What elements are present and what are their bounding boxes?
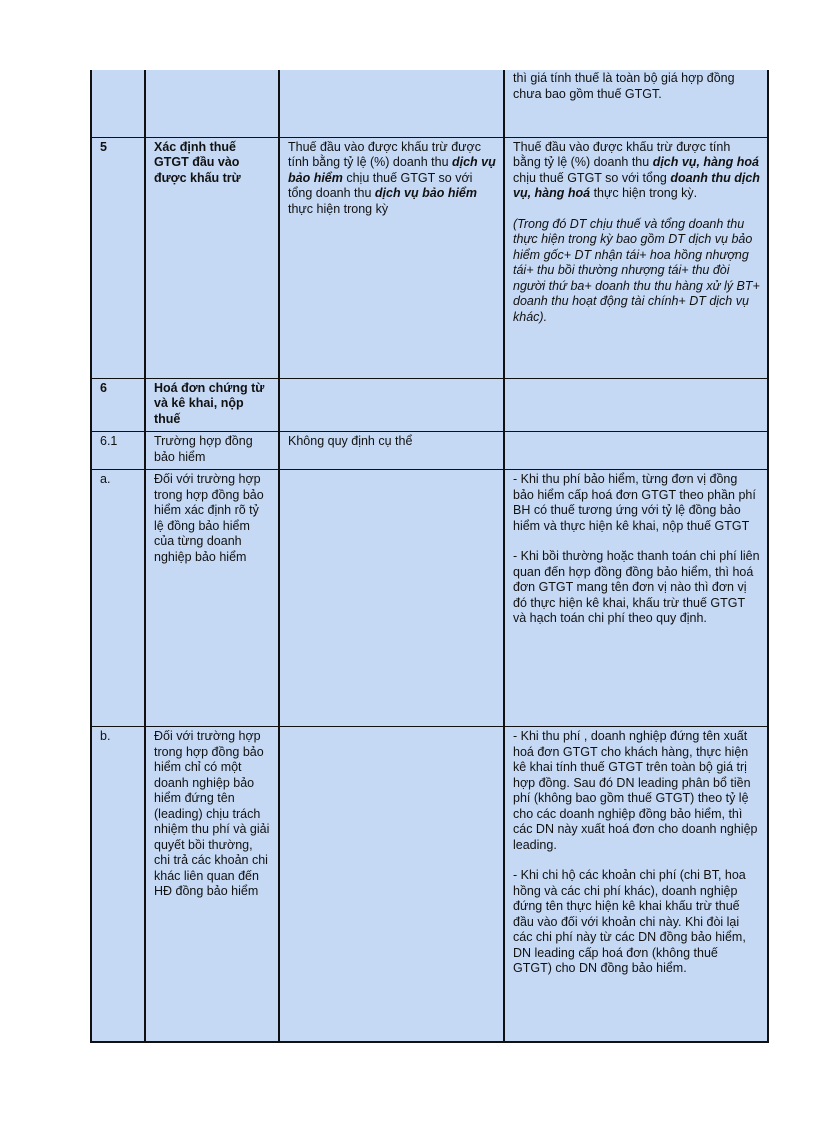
text-paragraph: - Khi thu phí bảo hiểm, từng đơn vị đồng bảo hiểm cấp hoá đơn GTGT theo phần phí BH có thuế tương ứng với tỷ lệ đồng bảo hiểm và thực hiện kê khai, nộp thuế GTGT <box>513 472 756 533</box>
row-number-cell: a. <box>91 470 145 727</box>
old-rule-cell <box>279 378 504 432</box>
new-rule-cell <box>504 378 768 432</box>
text-run-emphasis: doanh thu dịch vụ, hàng hoá <box>513 170 760 200</box>
table-row <box>91 137 768 378</box>
item-title-cell: Đối với trường hợp trong hợp đồng bảo hiểm xác định rõ tỷ lệ đồng bảo hiểm của từng doanh nghiệp bảo hiểm <box>145 470 279 727</box>
item-title-cell: Hoá đơn chứng từ và kê khai, nộp thuế <box>145 378 279 432</box>
row-number-cell <box>91 70 145 137</box>
text-paragraph: - Khi thu phí , doanh nghiệp đứng tên xuất hoá đơn GTGT cho khách hàng, thực hiện kê khai tính thuế GTGT trên toàn bộ giá trị hợp đồng. Sau đó DN leading phân bổ tiền phí (không bao gồm thuế GTGT) theo tỷ lệ cho các doanh nghiệp đồng bảo hiểm, thì các DN này xuất hoá đơn cho doanh nghiệp leading. <box>513 729 758 852</box>
note-text: (Trong đó DT chịu thuế và tổng doanh thu thực hiện trong kỳ bao gồm DT dịch vụ bảo hiểm gốc+ DT nhận tái+ hoa hồng nhượng tái+ thu bồi thường nhượng tái+ thu đòi người thứ ba+ doanh thu thu hàng xử lý BT+ doanh thu hoạt động tài chính+ DT dịch vụ khác). <box>513 216 760 324</box>
old-rule-cell: Không quy định cụ thể <box>279 432 504 470</box>
new-rule-cell <box>504 727 768 1042</box>
table-row <box>91 727 768 1042</box>
old-rule-cell <box>279 727 504 1042</box>
text-run: thực hiện trong kỳ <box>288 201 389 216</box>
item-title-cell: Đối với trường hợp trong hợp đồng bảo hiểm chỉ có một doanh nghiệp bảo hiểm đứng tên (leading) chịu trách nhiệm thu phí và giải quyết bồi thường, chi trả các khoản chi khác liên quan đến HĐ đồng bảo hiểm <box>145 727 279 1042</box>
text-run-emphasis: dịch vụ bảo hiểm <box>288 155 496 185</box>
row-number-cell: 6 <box>91 378 145 432</box>
text-run: chịu thuế GTGT so với tổng doanh thu <box>288 170 473 200</box>
new-rule-cell <box>504 137 768 378</box>
new-rule-cell <box>504 470 768 727</box>
text-paragraph: - Khi chi hộ các khoản chi phí (chi BT, hoa hồng và các chi phí khác), doanh nghiệp đứng tên thực hiện kê khai khấu trừ thuế đầu vào đối với khoản chi này. Khi đòi lại các chi phí này từ các DN đồng bảo hiểm, DN leading cấp hoá đơn (không thuế GTGT) cho DN đồng bảo hiểm. <box>513 868 746 975</box>
text-run: chịu thuế GTGT so với tổng <box>513 170 671 185</box>
text-paragraph: - Khi bồi thường hoặc thanh toán chi phí liên quan đến hợp đồng đồng bảo hiểm, thì hoá đơn GTGT mang tên đơn vị nào thì đơn vị đó thực hiện kê khai, khấu trừ thuế GTGT và hạch toán chi phí theo quy định. <box>513 549 760 625</box>
old-rule-cell <box>279 70 504 137</box>
text-run: Thuế đầu vào được khấu trừ được tính bằng tỷ lệ (%) doanh thu <box>288 139 481 169</box>
text-run: thực hiện trong kỳ. <box>590 186 698 200</box>
item-title-cell: Trường hợp đồng bảo hiểm <box>145 432 279 470</box>
item-title-cell: Xác định thuế GTGT đầu vào được khấu trừ <box>145 137 279 378</box>
row-number-cell: b. <box>91 727 145 1042</box>
text-run-emphasis: dịch vụ, hàng hoá <box>652 155 759 169</box>
new-rule-cell <box>504 432 768 470</box>
tax-comparison-table <box>90 70 769 1043</box>
text-run: Thuế đầu vào được khấu trừ được tính bằng tỷ lệ (%) doanh thu <box>513 139 731 169</box>
new-rule-cell: thì giá tính thuế là toàn bộ giá hợp đồng chưa bao gồm thuế GTGT. <box>504 70 768 137</box>
table-row <box>91 432 768 470</box>
table-row <box>91 378 768 432</box>
item-title-cell <box>145 70 279 137</box>
row-number-cell: 6.1 <box>91 432 145 470</box>
table-row <box>91 70 768 137</box>
old-rule-cell <box>279 137 504 378</box>
text-run-emphasis: dịch vụ bảo hiểm <box>374 186 477 200</box>
row-number-cell: 5 <box>91 137 145 378</box>
old-rule-cell <box>279 470 504 727</box>
table-row <box>91 470 768 727</box>
